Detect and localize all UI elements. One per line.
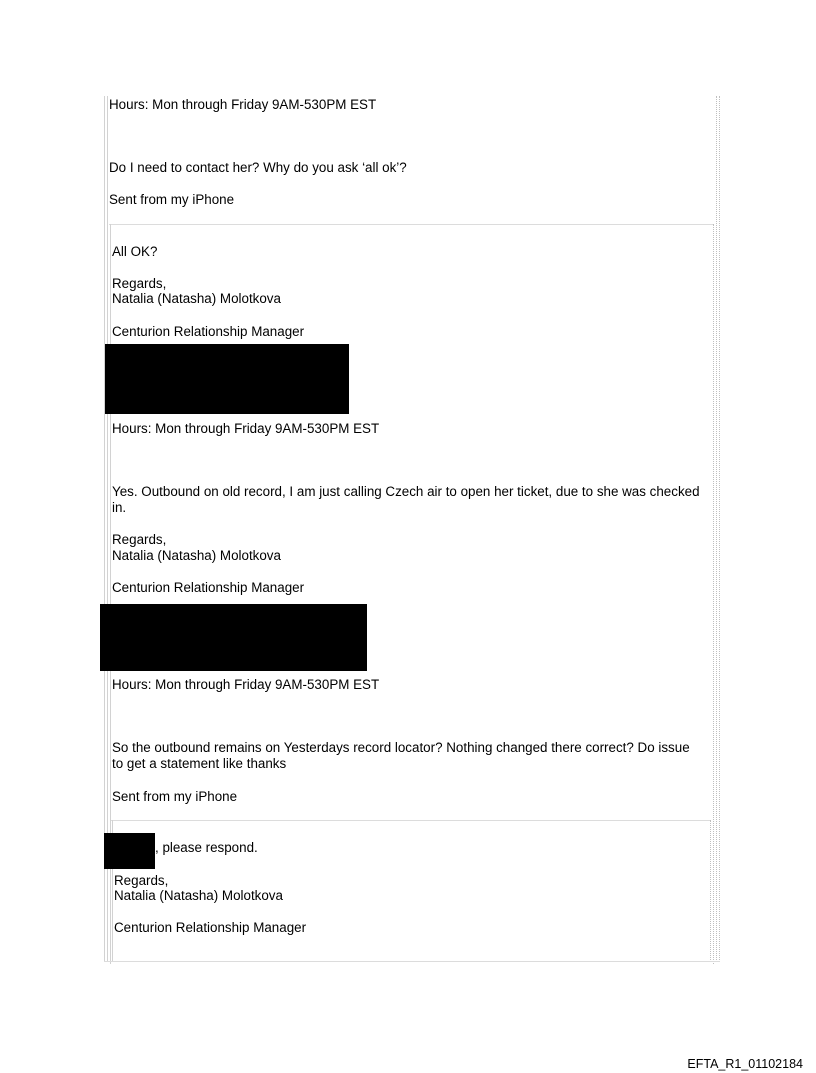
quote1-sender-title: Centurion Relationship Manager (112, 324, 305, 339)
outer-border-right (716, 96, 717, 962)
document-id: EFTA_R1_01102184 (687, 1057, 803, 1071)
quote1-hours: Hours: Mon through Friday 9AM-530PM EST (112, 421, 380, 436)
redaction-block-3 (104, 833, 155, 869)
quote3-border-right (710, 820, 711, 962)
quote1-border-right (713, 224, 714, 964)
reply1-signature: Sent from my iPhone (109, 192, 235, 207)
quote3-body: , please respond. (155, 840, 258, 855)
reply1-body: Do I need to contact her? Why do you ask ‘all ok’? (109, 160, 407, 175)
quote2-sender-name: Natalia (Natasha) Molotkova (112, 548, 281, 563)
reply2-signature: Sent from my iPhone (112, 789, 238, 804)
quote3-sender-name: Natalia (Natasha) Molotkova (114, 888, 283, 903)
quote1-sender-name: Natalia (Natasha) Molotkova (112, 291, 281, 306)
outer-border-right-inner (719, 96, 720, 962)
quote1-body: All OK? (112, 244, 158, 259)
top-hours-line: Hours: Mon through Friday 9AM-530PM EST (109, 97, 377, 112)
reply2-body: So the outbound remains on Yesterdays record locator? Nothing changed there correct? Do issue to get a statement like thanks (112, 740, 690, 771)
quote1-regards: Regards, (112, 276, 167, 291)
quote3-top-border (111, 820, 711, 821)
quote2-hours: Hours: Mon through Friday 9AM-530PM EST (112, 677, 380, 692)
quote2-regards: Regards, (112, 532, 167, 547)
quote3-sender-title: Centurion Relationship Manager (114, 920, 307, 935)
redaction-block-2 (100, 604, 367, 671)
quote2-body: Yes. Outbound on old record, I am just calling Czech air to open her ticket, due to she was checked in. (112, 484, 700, 515)
quote3-regards: Regards, (114, 873, 169, 888)
quote1-top-border (109, 224, 713, 225)
quote-bottom-border (104, 961, 720, 962)
redaction-block-1 (105, 344, 349, 414)
quote2-sender-title: Centurion Relationship Manager (112, 580, 305, 595)
